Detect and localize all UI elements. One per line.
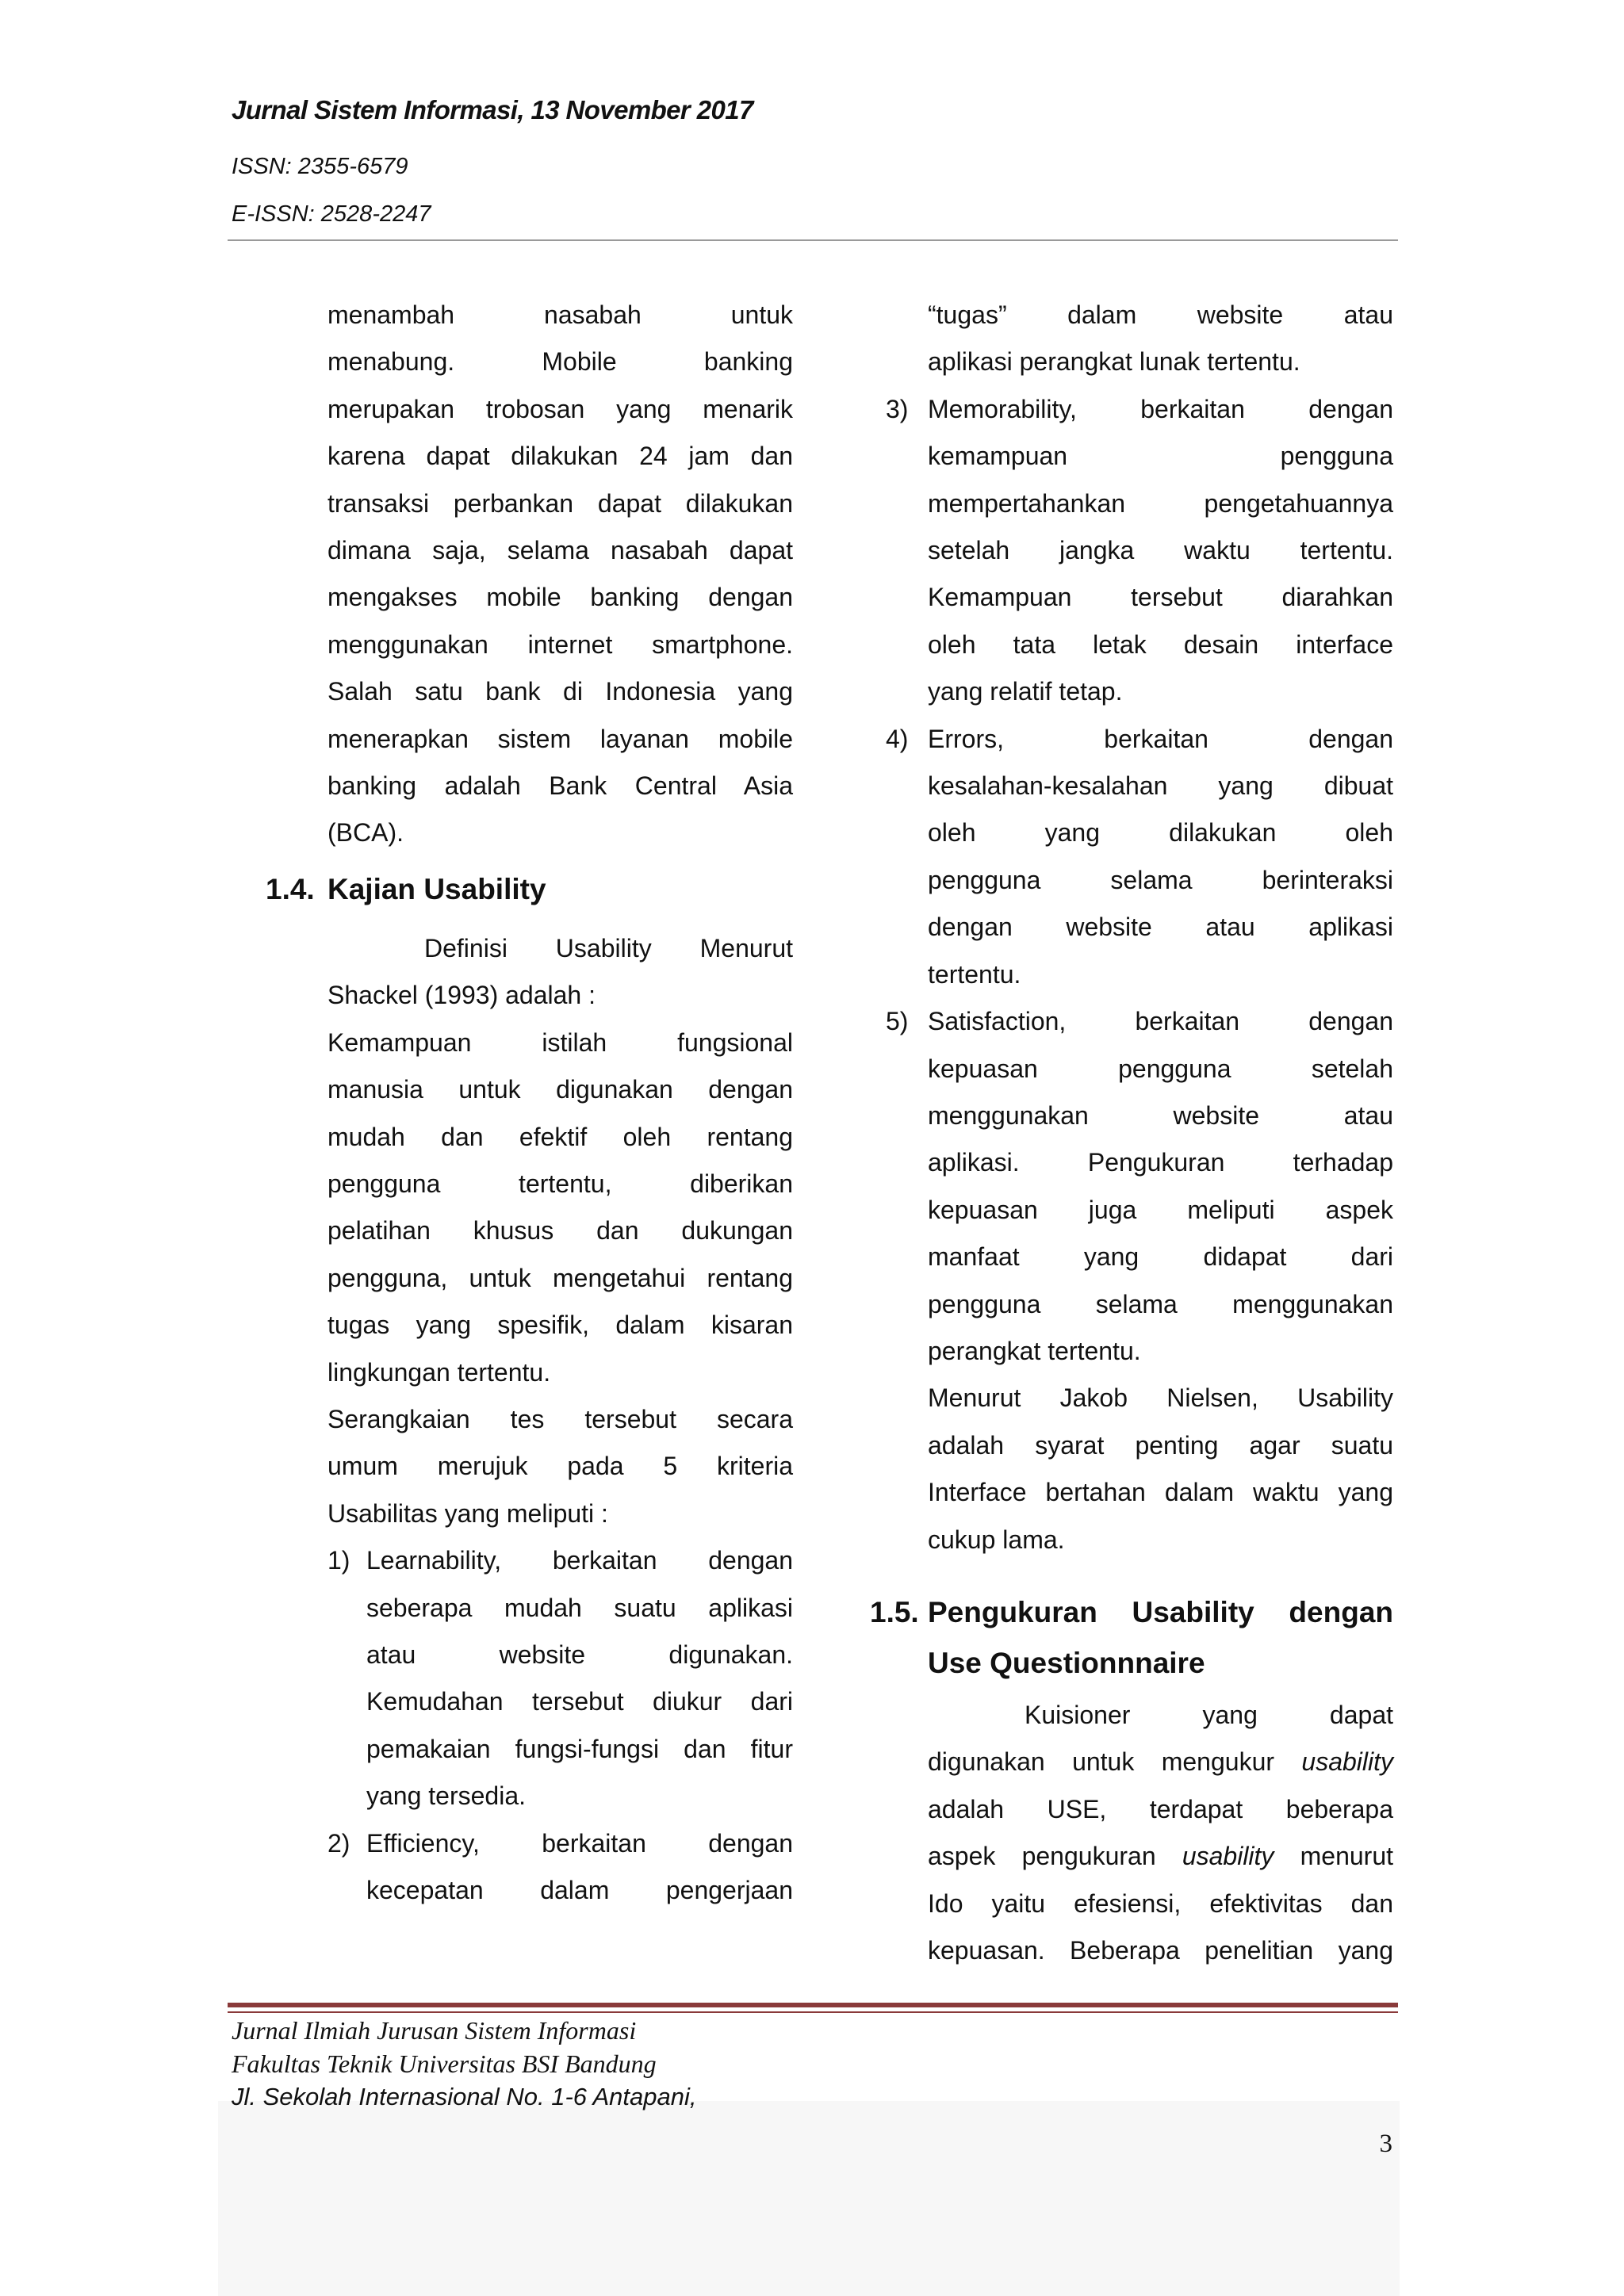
list-item-efficiency bbox=[327, 1820, 793, 1915]
text-line: atau website digunakan. bbox=[366, 1640, 793, 1669]
text-line: kecepatan dalam pengerjaan bbox=[366, 1876, 793, 1904]
continuation-text bbox=[928, 292, 1393, 386]
section-title-line bbox=[870, 1587, 1393, 1638]
list-item-satisfaction bbox=[886, 998, 1393, 1375]
text-line: tertentu. bbox=[928, 959, 1021, 989]
list-number: 4) bbox=[886, 724, 909, 753]
text-line: menerapkan sistem layanan mobile bbox=[327, 724, 793, 753]
text-line: yang tersedia. bbox=[366, 1781, 527, 1811]
text-line: oleh tata letak desain interface bbox=[928, 629, 1393, 659]
footer-shade bbox=[218, 2101, 1400, 2296]
left-column bbox=[266, 292, 793, 1914]
text-line: Shackel (1993) adalah : bbox=[327, 981, 596, 1010]
text-line: kepuasan juga meliputi aspek bbox=[928, 1195, 1393, 1224]
text-line: mudah dan efektif oleh rentang bbox=[327, 1122, 793, 1151]
text-line: menggunakan website atau bbox=[928, 1100, 1393, 1130]
footer-address: Jl. Sekolah Internasional No. 1-6 Antapani, bbox=[232, 2083, 697, 2110]
text-line: “tugas” dalam website atau bbox=[928, 300, 1393, 329]
text-line: dengan website atau aplikasi bbox=[928, 913, 1393, 942]
section-title: Pengukuran Usability dengan bbox=[928, 1595, 1393, 1628]
list-number: 2) bbox=[327, 1828, 350, 1858]
nielsen-paragraph bbox=[928, 1375, 1393, 1563]
header-rule bbox=[228, 239, 1398, 241]
section-title-line: Use Questionnnaire bbox=[928, 1646, 1205, 1679]
text-line: aplikasi perangkat lunak tertentu. bbox=[928, 347, 1300, 377]
text-line: kepuasan. Beberapa penelitian yang bbox=[928, 1936, 1393, 1965]
text-line: dimana saja, selama nasabah dapat bbox=[327, 536, 793, 565]
text-line: Serangkaian tes tersebut secara bbox=[327, 1404, 793, 1433]
section-number: 1.4. bbox=[266, 872, 315, 905]
text-line: Kuisioner yang dapat bbox=[1025, 1700, 1393, 1729]
text-line: oleh yang dilakukan oleh bbox=[928, 818, 1393, 848]
text-line: Definisi Usability Menurut bbox=[424, 933, 793, 962]
text-line: Kemudahan tersebut diukur dari bbox=[366, 1687, 793, 1716]
list-item-learnability bbox=[327, 1537, 793, 1820]
text-line: Errors, berkaitan dengan bbox=[928, 724, 1393, 753]
text-line: kemampuan pengguna bbox=[928, 442, 1393, 471]
text-line: Ido yaitu efesiensi, efektivitas dan bbox=[928, 1888, 1393, 1918]
text-line: pengguna, untuk mengetahui rentang bbox=[327, 1263, 793, 1292]
text-line: kesalahan-kesalahan yang dibuat bbox=[928, 771, 1393, 801]
text-line: pelatihan khusus dan dukungan bbox=[327, 1216, 793, 1246]
text-line: cukup lama. bbox=[928, 1525, 1065, 1554]
text-line: perangkat tertentu. bbox=[928, 1336, 1141, 1365]
text-line: aplikasi. Pengukuran terhadap bbox=[928, 1148, 1393, 1177]
issn: ISSN: 2355-6579 bbox=[232, 154, 408, 179]
text-line: pengguna selama berinteraksi bbox=[928, 865, 1393, 894]
text-line: manusia untuk digunakan dengan bbox=[327, 1075, 793, 1104]
section-heading-1-5 bbox=[870, 1587, 1393, 1689]
text-line: Menurut Jakob Nielsen, Usability bbox=[928, 1383, 1393, 1413]
text-line: Interface bertahan dalam waktu yang bbox=[928, 1478, 1393, 1507]
text-line bbox=[928, 1739, 1393, 1785]
list-item-errors bbox=[886, 716, 1393, 998]
footer-rule-thick bbox=[228, 2003, 1398, 2007]
text-line: adalah USE, terdapat beberapa bbox=[928, 1794, 1393, 1823]
text-line: Kemampuan istilah fungsional bbox=[327, 1027, 793, 1057]
text-line: lingkungan tertentu. bbox=[327, 1357, 551, 1387]
kuisioner-paragraph bbox=[928, 1692, 1393, 1974]
list-number: 1) bbox=[327, 1546, 350, 1575]
text-line: Usabilitas yang meliputi : bbox=[327, 1498, 608, 1528]
text-line: yang relatif tetap. bbox=[928, 677, 1123, 706]
text-line: tugas yang spesifik, dalam kisaran bbox=[327, 1311, 793, 1340]
text-run: digunakan untuk mengukur bbox=[928, 1747, 1302, 1777]
list-item-memorability bbox=[886, 386, 1393, 716]
text-line: umum merujuk pada 5 kriteria bbox=[327, 1452, 793, 1481]
text-line: mempertahankan pengetahuannya bbox=[928, 488, 1393, 518]
text-line: pengguna tertentu, diberikan bbox=[327, 1169, 793, 1198]
text-line: Satisfaction, berkaitan dengan bbox=[928, 1007, 1393, 1036]
page-number: 3 bbox=[1379, 2130, 1392, 2158]
definition-paragraph bbox=[327, 925, 793, 1537]
text-line: pengguna selama menggunakan bbox=[928, 1289, 1393, 1318]
text-line: karena dapat dilakukan 24 jam dan bbox=[327, 442, 793, 471]
text-line: menambah nasabah untuk bbox=[327, 300, 793, 329]
list-number: 3) bbox=[886, 394, 909, 423]
text-line: Learnability, berkaitan dengan bbox=[366, 1546, 793, 1575]
text-run: menurut bbox=[1274, 1842, 1394, 1871]
emphasis-usability: usability bbox=[1182, 1842, 1274, 1871]
right-column bbox=[870, 292, 1394, 1974]
journal-title: Jurnal Sistem Informasi, 13 November 2017 bbox=[232, 95, 753, 124]
footer-faculty: Fakultas Teknik Universitas BSI Bandung bbox=[232, 2049, 657, 2078]
emphasis-usability: usability bbox=[1301, 1747, 1393, 1777]
text-line: Kemampuan tersebut diarahkan bbox=[928, 583, 1393, 612]
text-line: transaksi perbankan dapat dilakukan bbox=[327, 488, 793, 518]
text-line: seberapa mudah suatu aplikasi bbox=[366, 1593, 793, 1622]
text-line: pemakaian fungsi-fungsi dan fitur bbox=[366, 1734, 793, 1763]
eissn: E-ISSN: 2528-2247 bbox=[232, 201, 431, 227]
text-line: adalah syarat penting agar suatu bbox=[928, 1430, 1393, 1460]
text-line: menabung. Mobile banking bbox=[327, 347, 793, 377]
text-line: menggunakan internet smartphone. bbox=[327, 629, 793, 659]
text-line bbox=[928, 1833, 1393, 1880]
text-line: setelah jangka waktu tertentu. bbox=[928, 536, 1393, 565]
text-line: (BCA). bbox=[327, 818, 404, 848]
text-line: banking adalah Bank Central Asia bbox=[327, 771, 793, 801]
text-line: merupakan trobosan yang menarik bbox=[327, 394, 793, 423]
section-heading-1-4 bbox=[266, 870, 793, 909]
text-run: aspek pengukuran bbox=[928, 1842, 1182, 1871]
text-line: Salah satu bank di Indonesia yang bbox=[327, 677, 793, 706]
list-number: 5) bbox=[886, 1007, 909, 1036]
intro-paragraph bbox=[327, 292, 793, 857]
footer-journal: Jurnal Ilmiah Jurusan Sistem Informasi bbox=[232, 2016, 637, 2045]
text-line: Memorability, berkaitan dengan bbox=[928, 394, 1393, 423]
text-line: Efficiency, berkaitan dengan bbox=[366, 1828, 793, 1858]
text-line: kepuasan pengguna setelah bbox=[928, 1054, 1393, 1083]
text-line: manfaat yang didapat dari bbox=[928, 1242, 1393, 1272]
text-line: mengakses mobile banking dengan bbox=[327, 583, 793, 612]
footer-rule-thin bbox=[228, 2011, 1398, 2013]
section-title: Kajian Usability bbox=[327, 872, 546, 905]
section-number: 1.5. bbox=[870, 1595, 919, 1628]
